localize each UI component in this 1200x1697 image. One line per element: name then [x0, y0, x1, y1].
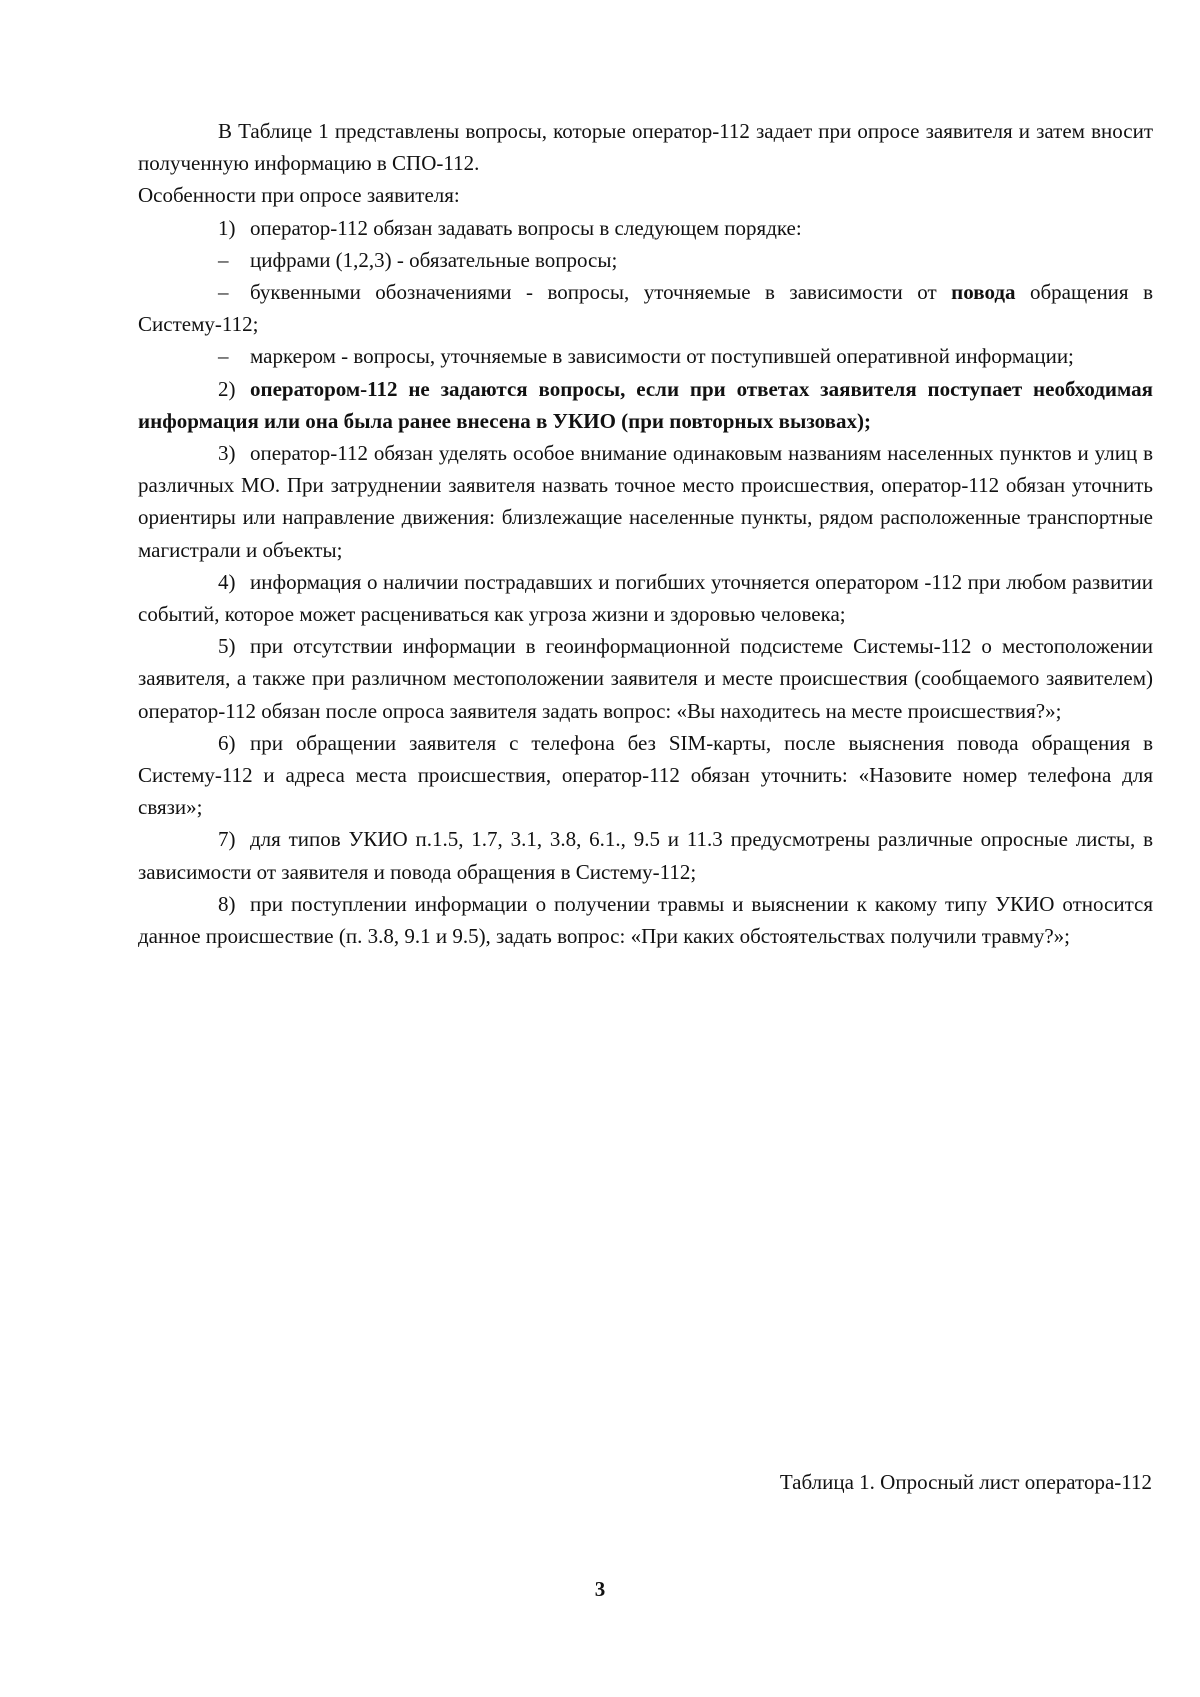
dash-item-1 — [138, 244, 1153, 276]
list-item-text: информация о наличии пострадавших и погибших уточняется оператором -112 при любом развитии событий, которое может расцениваться как угроза жизни и здоровью человека; — [138, 569, 1153, 627]
list-item-2 — [138, 373, 1153, 437]
features-heading: Особенности при опросе заявителя: — [138, 183, 460, 208]
list-item-text: для типов УКИО п.1.5, 1.7, 3.1, 3.8, 6.1., 9.5 и 11.3 предусмотрены различные опросные листы, в зависимости от заявителя и повода обращения в Систему-112; — [138, 827, 1153, 884]
dash-item-3 — [138, 340, 1153, 372]
dash-item-text-bold: повода — [951, 280, 1016, 305]
dash-item-text-after: обращения в Систему-112; — [138, 280, 1153, 337]
list-item-8 — [138, 888, 1153, 952]
list-item-4 — [138, 566, 1153, 630]
intro-paragraph: В Таблице 1 представлены вопросы, которые оператор-112 задает при опросе заявителя и затем вносит полученную информацию в СПО-112. — [138, 119, 1153, 176]
dash-item-2 — [138, 276, 1153, 340]
list-item-3 — [138, 437, 1153, 566]
list-item-text: оператором-112 не задаются вопросы, если при ответах заявителя поступает необходимая информация или она была ранее внесена в УКИО (при повторных вызовах); — [138, 376, 1153, 433]
list-item-5 — [138, 630, 1153, 727]
dash-marker: – — [218, 247, 229, 272]
list-marker: 8) — [218, 891, 236, 916]
document-body — [138, 115, 1153, 952]
list-marker: 4) — [218, 569, 236, 594]
list-marker: 5) — [218, 634, 236, 659]
page-number: 3 — [594, 1577, 606, 1601]
list-item-text: оператор-112 обязан уделять особое внимание одинаковым названиям населенных пунктов и улиц в различных МО. При затруднении заявителя назвать точное место происшествия, оператор-112 обязан уточнить ориентиры или направление движения: близлежащие населенные пункты, рядом расположенные транспортные магистрали и объекты; — [138, 441, 1153, 562]
list-item-6 — [138, 727, 1153, 824]
list-marker: 6) — [218, 730, 236, 755]
list-item-7 — [138, 823, 1153, 887]
list-marker: 2) — [218, 376, 236, 401]
list-marker: 1) — [218, 215, 236, 240]
table-caption: Таблица 1. Опросный лист оператора-112 — [779, 1470, 1152, 1494]
list-item-text: при обращении заявителя с телефона без SIM-карты, после выяснения повода обращения в Систему-112 и адреса места происшествия, оператор-112 обязан уточнить: «Назовите номер телефона для связи»; — [138, 730, 1153, 820]
dash-marker: – — [218, 344, 229, 369]
list-item-text: оператор-112 обязан задавать вопросы в следующем порядке: — [250, 215, 802, 240]
list-marker: 7) — [218, 827, 236, 852]
list-item-text: при поступлении информации о получении травмы и выяснении к какому типу УКИО относится данное происшествие (п. 3.8, 9.1 и 9.5), задать вопрос: «При каких обстоятельствах получили травму?»; — [138, 891, 1153, 949]
dash-item-text-before: буквенными обозначениями - вопросы, уточняемые в зависимости от — [250, 280, 952, 305]
list-item-text: при отсутствии информации в геоинформационной подсистеме Системы-112 о местоположении заявителя, а также при различном местоположении заявителя и месте происшествия (сообщаемого заявителем) оператор-112 обязан после опроса заявителя задать вопрос: «Вы находитесь на месте происшествия?»; — [138, 634, 1153, 723]
list-item-1 — [138, 212, 1153, 244]
dash-item-text: маркером - вопросы, уточняемые в зависимости от поступившей оперативной информации; — [250, 344, 1074, 369]
dash-item-text: цифрами (1,2,3) - обязательные вопросы; — [250, 247, 618, 272]
dash-marker: – — [218, 280, 229, 305]
list-marker: 3) — [218, 441, 236, 466]
